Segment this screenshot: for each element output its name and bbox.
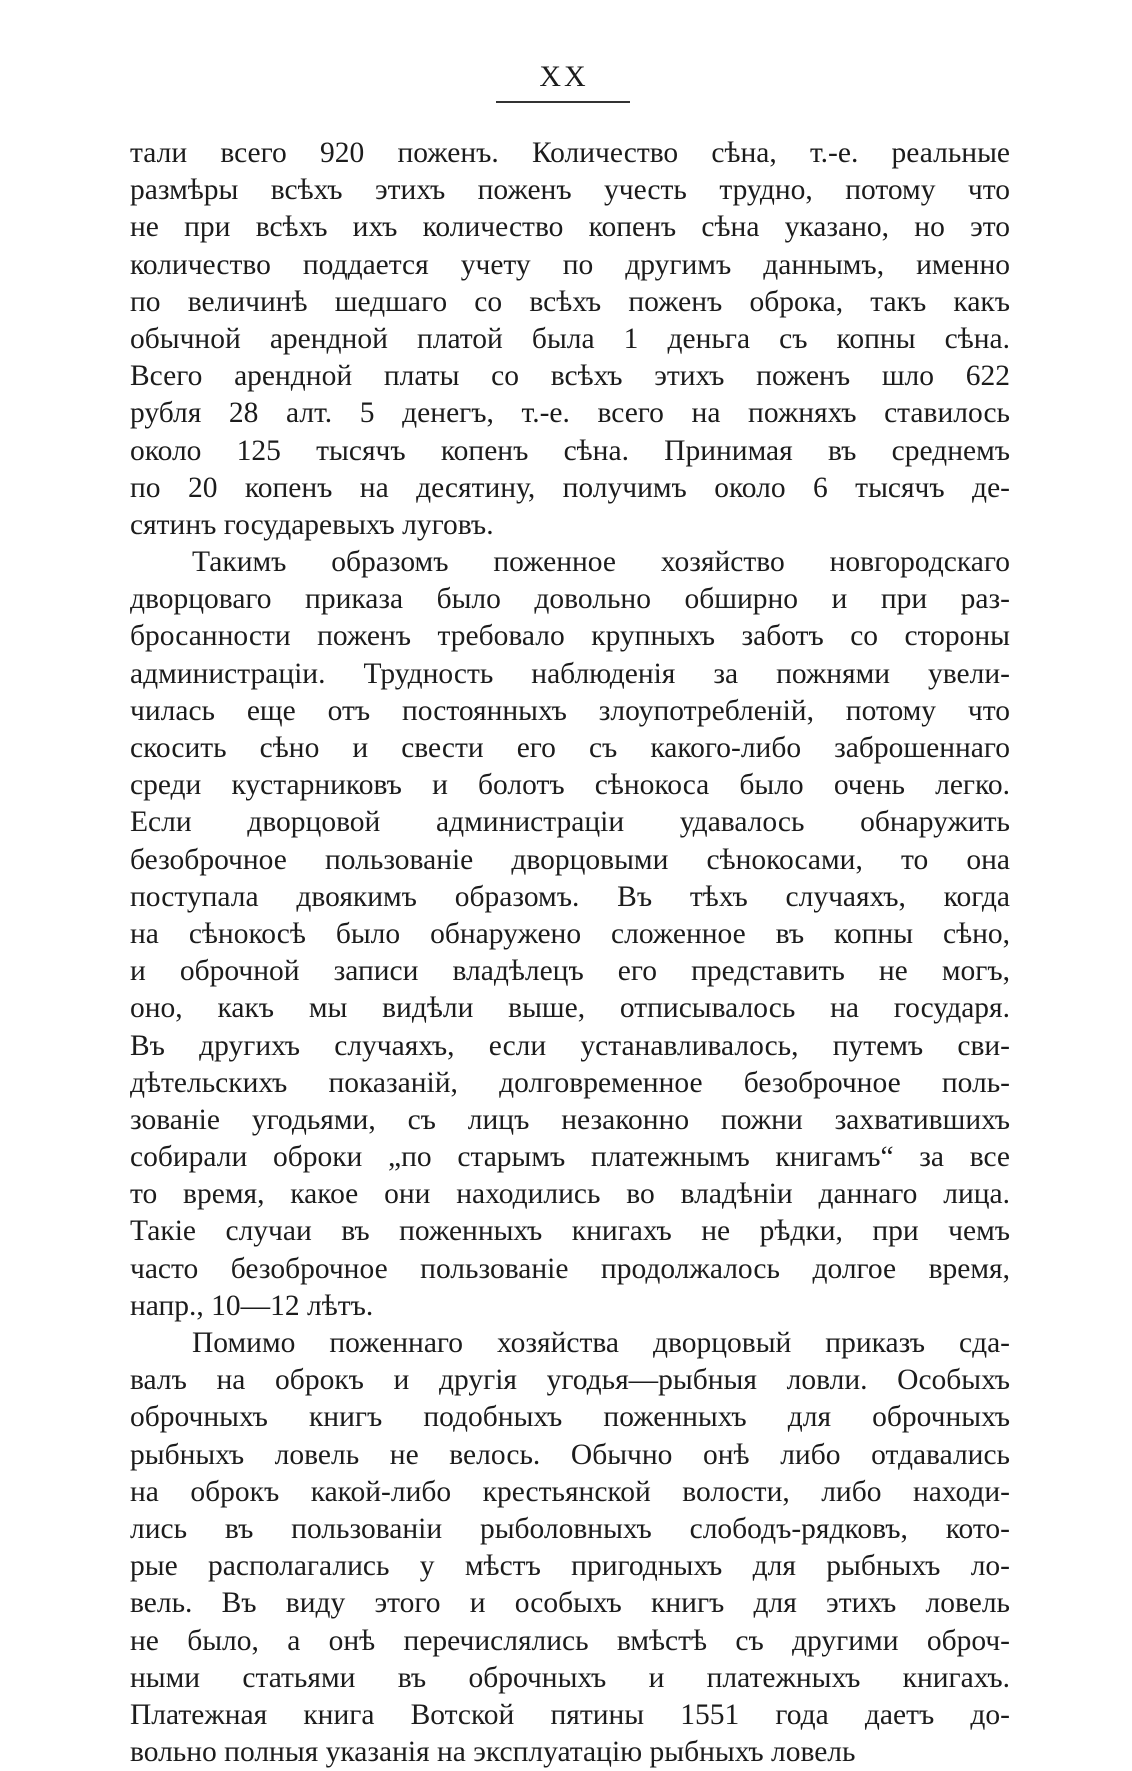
text-line: Помимо поженнаго хозяйства дворцовый приказъ сда- bbox=[192, 1327, 1010, 1359]
text-line: валъ на оброкъ и другія угодья—рыбныя ловли. Особыхъ bbox=[130, 1364, 1010, 1397]
text-line: и оброчной записи владѣлецъ его представить не могъ, bbox=[130, 955, 1010, 988]
text-line: размѣры всѣхъ этихъ поженъ учесть трудно, потому что bbox=[130, 174, 1010, 207]
text-line: бросанности поженъ требовало крупныхъ заботъ со стороны bbox=[130, 620, 1010, 653]
text-line: Если дворцовой администраціи удавалось обнаружить bbox=[130, 806, 1010, 839]
text-line: Такимъ образомъ поженное хозяйство новгородскаго bbox=[192, 546, 1010, 579]
text-line: около 125 тысячъ копенъ сѣна. Принимая въ среднемъ bbox=[130, 434, 1010, 467]
text-line: безоброчное пользованіе дворцовыми сѣнокосами, то она bbox=[130, 843, 1010, 876]
text-line: не было, а онѣ перечислялись вмѣстѣ съ другими оброч- bbox=[130, 1624, 1010, 1657]
text-line: рые располагались у мѣстъ пригодныхъ для рыбныхъ ло- bbox=[130, 1550, 1010, 1583]
text-body bbox=[130, 135, 1010, 1771]
text-line: среди кустарниковъ и болотъ сѣнокоса было очень легко. bbox=[130, 769, 1010, 802]
text-line: рыбныхъ ловель не велось. Обычно онѣ либо отдавались bbox=[130, 1438, 1010, 1471]
text-line: оно, какъ мы видѣли выше, отписывалось на государя. bbox=[130, 992, 1010, 1025]
text-line: Всего арендной платы со всѣхъ этихъ поженъ шло 622 bbox=[130, 360, 1010, 393]
text-line: сятинъ государевыхъ луговъ. bbox=[130, 508, 494, 541]
text-line: напр., 10—12 лѣтъ. bbox=[130, 1289, 374, 1322]
text-line: администраціи. Трудность наблюденія за пожнями увели- bbox=[130, 657, 1010, 690]
text-line: чилась еще отъ постоянныхъ злоупотребленій, потому что bbox=[130, 694, 1010, 727]
text-line: зованіе угодьями, съ лицъ незаконно пожни захватившихъ bbox=[130, 1103, 1010, 1136]
text-line: рубля 28 алт. 5 денегъ, т.-е. всего на пожняхъ ставилось bbox=[130, 397, 1010, 430]
text-line: обычной арендной платой была 1 деньга съ копны сѣна. bbox=[130, 322, 1010, 355]
paragraph bbox=[130, 135, 1010, 544]
text-line: не при всѣхъ ихъ количество копенъ сѣна указано, но это bbox=[130, 211, 1010, 244]
text-line: Платежная книга Вотской пятины 1551 года даетъ до- bbox=[130, 1698, 1010, 1731]
text-line: Такіе случаи въ поженныхъ книгахъ не рѣдки, при чемъ bbox=[130, 1215, 1010, 1248]
page-number: XX bbox=[539, 60, 589, 93]
paragraph bbox=[130, 1325, 1010, 1771]
text-line: собирали оброки „по старымъ платежнымъ книгамъ“ за все bbox=[130, 1141, 1010, 1174]
header-rule bbox=[496, 101, 630, 103]
text-line: на оброкъ какой-либо крестьянской волости, либо находи- bbox=[130, 1475, 1010, 1508]
text-line: скосить сѣно и свести его съ какого-либо заброшеннаго bbox=[130, 732, 1010, 764]
text-line: Въ другихъ случаяхъ, если устанавливалось, путемъ сви- bbox=[130, 1029, 1010, 1062]
text-line: тали всего 920 поженъ. Количество сѣна, т.-е. реальные bbox=[130, 137, 1010, 169]
text-line: вель. Въ виду этого и особыхъ книгъ для этихъ ловель bbox=[130, 1587, 1010, 1620]
text-line: по 20 копенъ на десятину, получимъ около 6 тысячъ де- bbox=[130, 471, 1010, 504]
text-line: часто безоброчное пользованіе продолжалось долгое время, bbox=[130, 1252, 1010, 1285]
text-line: оброчныхъ книгъ подобныхъ поженныхъ для оброчныхъ bbox=[130, 1401, 1010, 1434]
text-line: количество поддается учету по другимъ даннымъ, именно bbox=[130, 248, 1010, 281]
text-line: то время, какое они находились во владѣніи даннаго лица. bbox=[130, 1178, 1010, 1211]
text-line: на сѣнокосѣ было обнаружено сложенное въ копны сѣно, bbox=[130, 917, 1010, 950]
text-line: дворцоваго приказа было довольно обширно и при раз- bbox=[130, 583, 1010, 616]
text-line: лись въ пользованіи рыболовныхъ слободъ-рядковъ, кото- bbox=[130, 1512, 1010, 1545]
text-line: вольно полныя указанія на эксплуатацію рыбныхъ ловель bbox=[130, 1736, 856, 1769]
paragraph bbox=[130, 544, 1010, 1325]
text-line: ными статьями въ оброчныхъ и платежныхъ книгахъ. bbox=[130, 1661, 1010, 1694]
text-line: поступала двоякимъ образомъ. Въ тѣхъ случаяхъ, когда bbox=[130, 880, 1010, 913]
text-line: дѣтельскихъ показаній, долговременное безоброчное поль- bbox=[130, 1066, 1010, 1099]
text-line: по величинѣ шедшаго со всѣхъ поженъ оброка, такъ какъ bbox=[130, 285, 1010, 318]
